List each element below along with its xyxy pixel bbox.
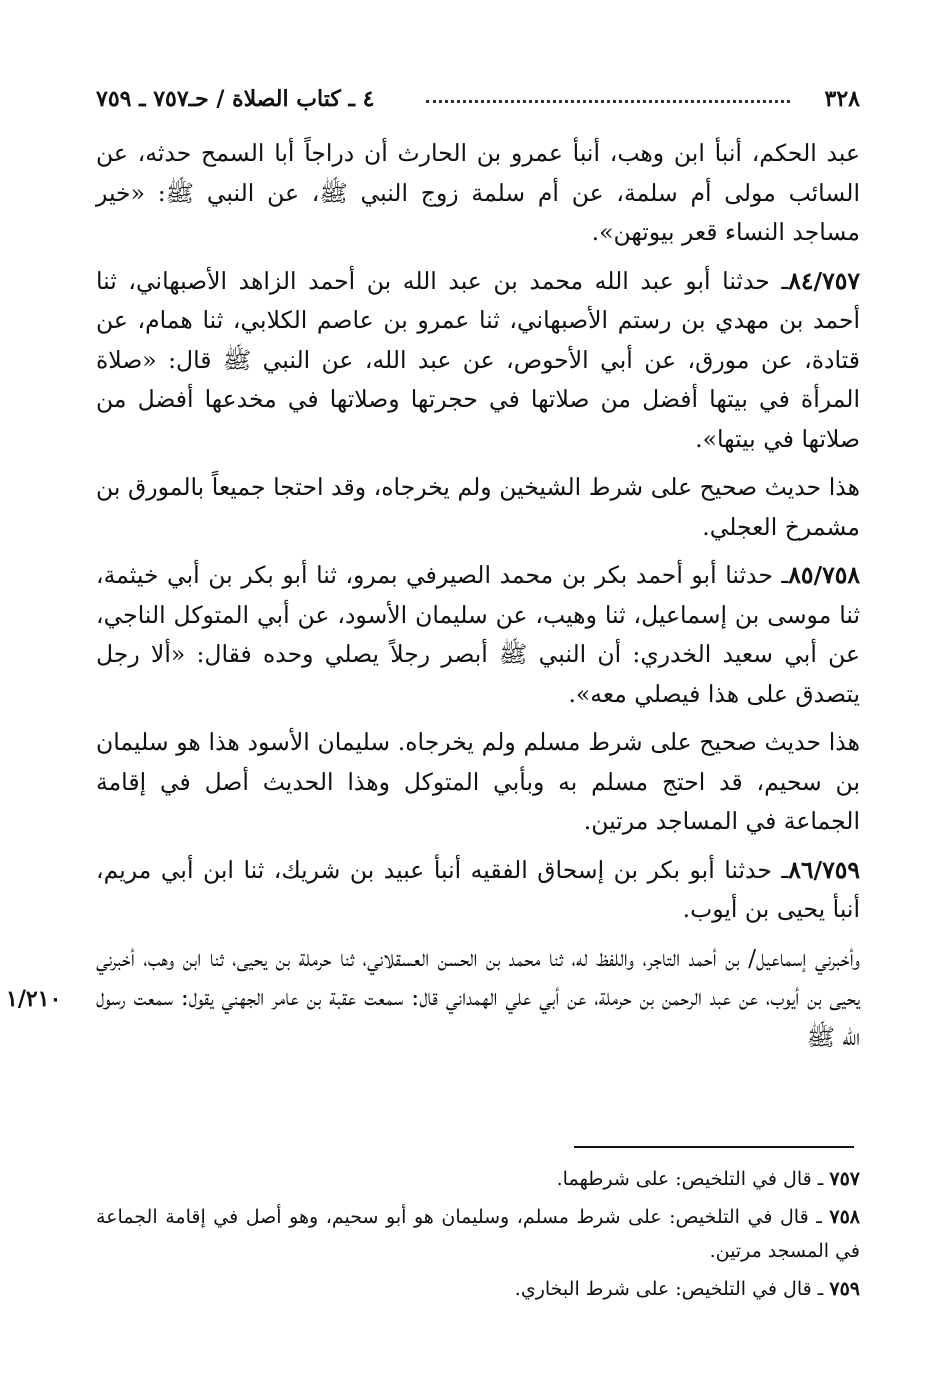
paragraph [96, 939, 860, 1058]
paragraph-text: عبد الحكم، أنبأ ابن وهب، أنبأ عمرو بن الحارث أن دراجاً أبا السمح حدثه، عن السائب مولى أم سلمة، عن أم سلمة زوج النبي ﷺ، عن النبي ﷺ: «خير مساجد النساء قعر بيوتهن». [96, 139, 860, 246]
hadith-759 [96, 851, 860, 930]
paragraph [96, 723, 860, 842]
hadith-758 [96, 556, 860, 714]
hadith-757 [96, 262, 860, 460]
paragraph-text: ـ حدثنا أبو عبد الله محمد بن عبد الله بن أحمد الزاهد الأصبهاني، ثنا أحمد بن مهدي بن رستم الأصبهاني، ثنا عمرو بن عاصم الكلابي، ثنا همام، عن قتادة، عن مورق، عن أبي الأحوص، عن عبد الله، عن النبي ﷺ قال: «صلاة المرأة في بيتها أفضل من صلاتها في حجرتها وصلاتها في مخدعها أفضل من صلاتها في بيتها». [96, 266, 861, 453]
footnote-text: ـ قال في التلخيص: على شرط البخاري. [514, 1278, 824, 1300]
footnote-text: ـ قال في التلخيص: على شرطهما. [556, 1168, 824, 1190]
manuscript-side-marker: ١/٢١٠ [6, 986, 62, 1012]
footnote-758 [96, 1200, 860, 1268]
footnote-759 [96, 1272, 860, 1306]
footnote-rule [574, 1146, 854, 1148]
hadith-number: ٨٦/٧٥٩ [788, 855, 860, 884]
hadith-number: ٨٥/٧٥٨ [788, 561, 860, 589]
footnote-757 [96, 1162, 860, 1196]
footnote-number: ٧٥٧ [829, 1168, 860, 1190]
footnote-text: ـ قال في التلخيص: على شرط مسلم، وسليمان هو أبو سحيم، وهو أصل في إقامة الجماعة في المسجد مرتين. [96, 1206, 860, 1262]
paragraph-text: هذا حديث صحيح على شرط الشيخين ولم يخرجاه، وقد احتجا جميعاً بالمورق بن مشمرخ العجلي. [96, 473, 860, 541]
header-dotted-leader [426, 100, 790, 103]
footnote-number: ٧٥٩ [829, 1278, 860, 1300]
main-text [96, 134, 860, 1057]
paragraph-text: ـ حدثنا أبو أحمد بكر بن محمد الصيرفي بمرو، ثنا أبو بكر بن أبي خيثمة، ثنا موسى بن إسماعيل، ثنا وهيب، عن سليمان الأسود، عن أبي المتوكل الناجي، عن أبي سعيد الخدري: أن النبي ﷺ أبصر رجلاً يصلي وحده فقال: «ألا رجل يتصدق على هذا فيصلي معه». [96, 561, 860, 708]
paragraph-text: ـ حدثنا أبو بكر بن إسحاق الفقيه أنبأ عبيد بن شريك، ثنا ابن أبي مريم، أنبأ يحيى بن أيوب. [96, 855, 860, 923]
page-header [96, 86, 860, 120]
paragraph-text: وأخبرني إسماعيل/ بن أحمد التاجر، واللفظ له، ثنا محمد بن الحسن العسقلاني، ثنا حرملة بن يحيى، ثنا ابن وهب، أخبرني يحيى بن أيوب، عن عبد الرحمن بن حرملة، عن أبي علي الهمداني قال: سمعت عقبة بن عامر الجهني يقول: سمعت رسول الله ﷺ [96, 943, 860, 1051]
paragraph [96, 134, 860, 253]
footnotes [96, 1162, 860, 1310]
paragraph-text: هذا حديث صحيح على شرط مسلم ولم يخرجاه. سليمان الأسود هذا هو سليمان بن سحيم، قد احتج مسلم به وبأبي المتوكل وهذا الحديث أصل في إقامة الجماعة في المساجد مرتين. [96, 728, 860, 835]
footnote-number: ٧٥٨ [829, 1206, 860, 1228]
paragraph [96, 468, 860, 547]
hadith-number: ٨٤/٧٥٧ [788, 266, 860, 295]
running-title: ٤ ـ كتاب الصلاة / حـ٧٥٧ ـ ٧٥٩ [96, 86, 375, 112]
page [96, 86, 860, 1066]
page-number: ٣٢٨ [824, 86, 860, 112]
